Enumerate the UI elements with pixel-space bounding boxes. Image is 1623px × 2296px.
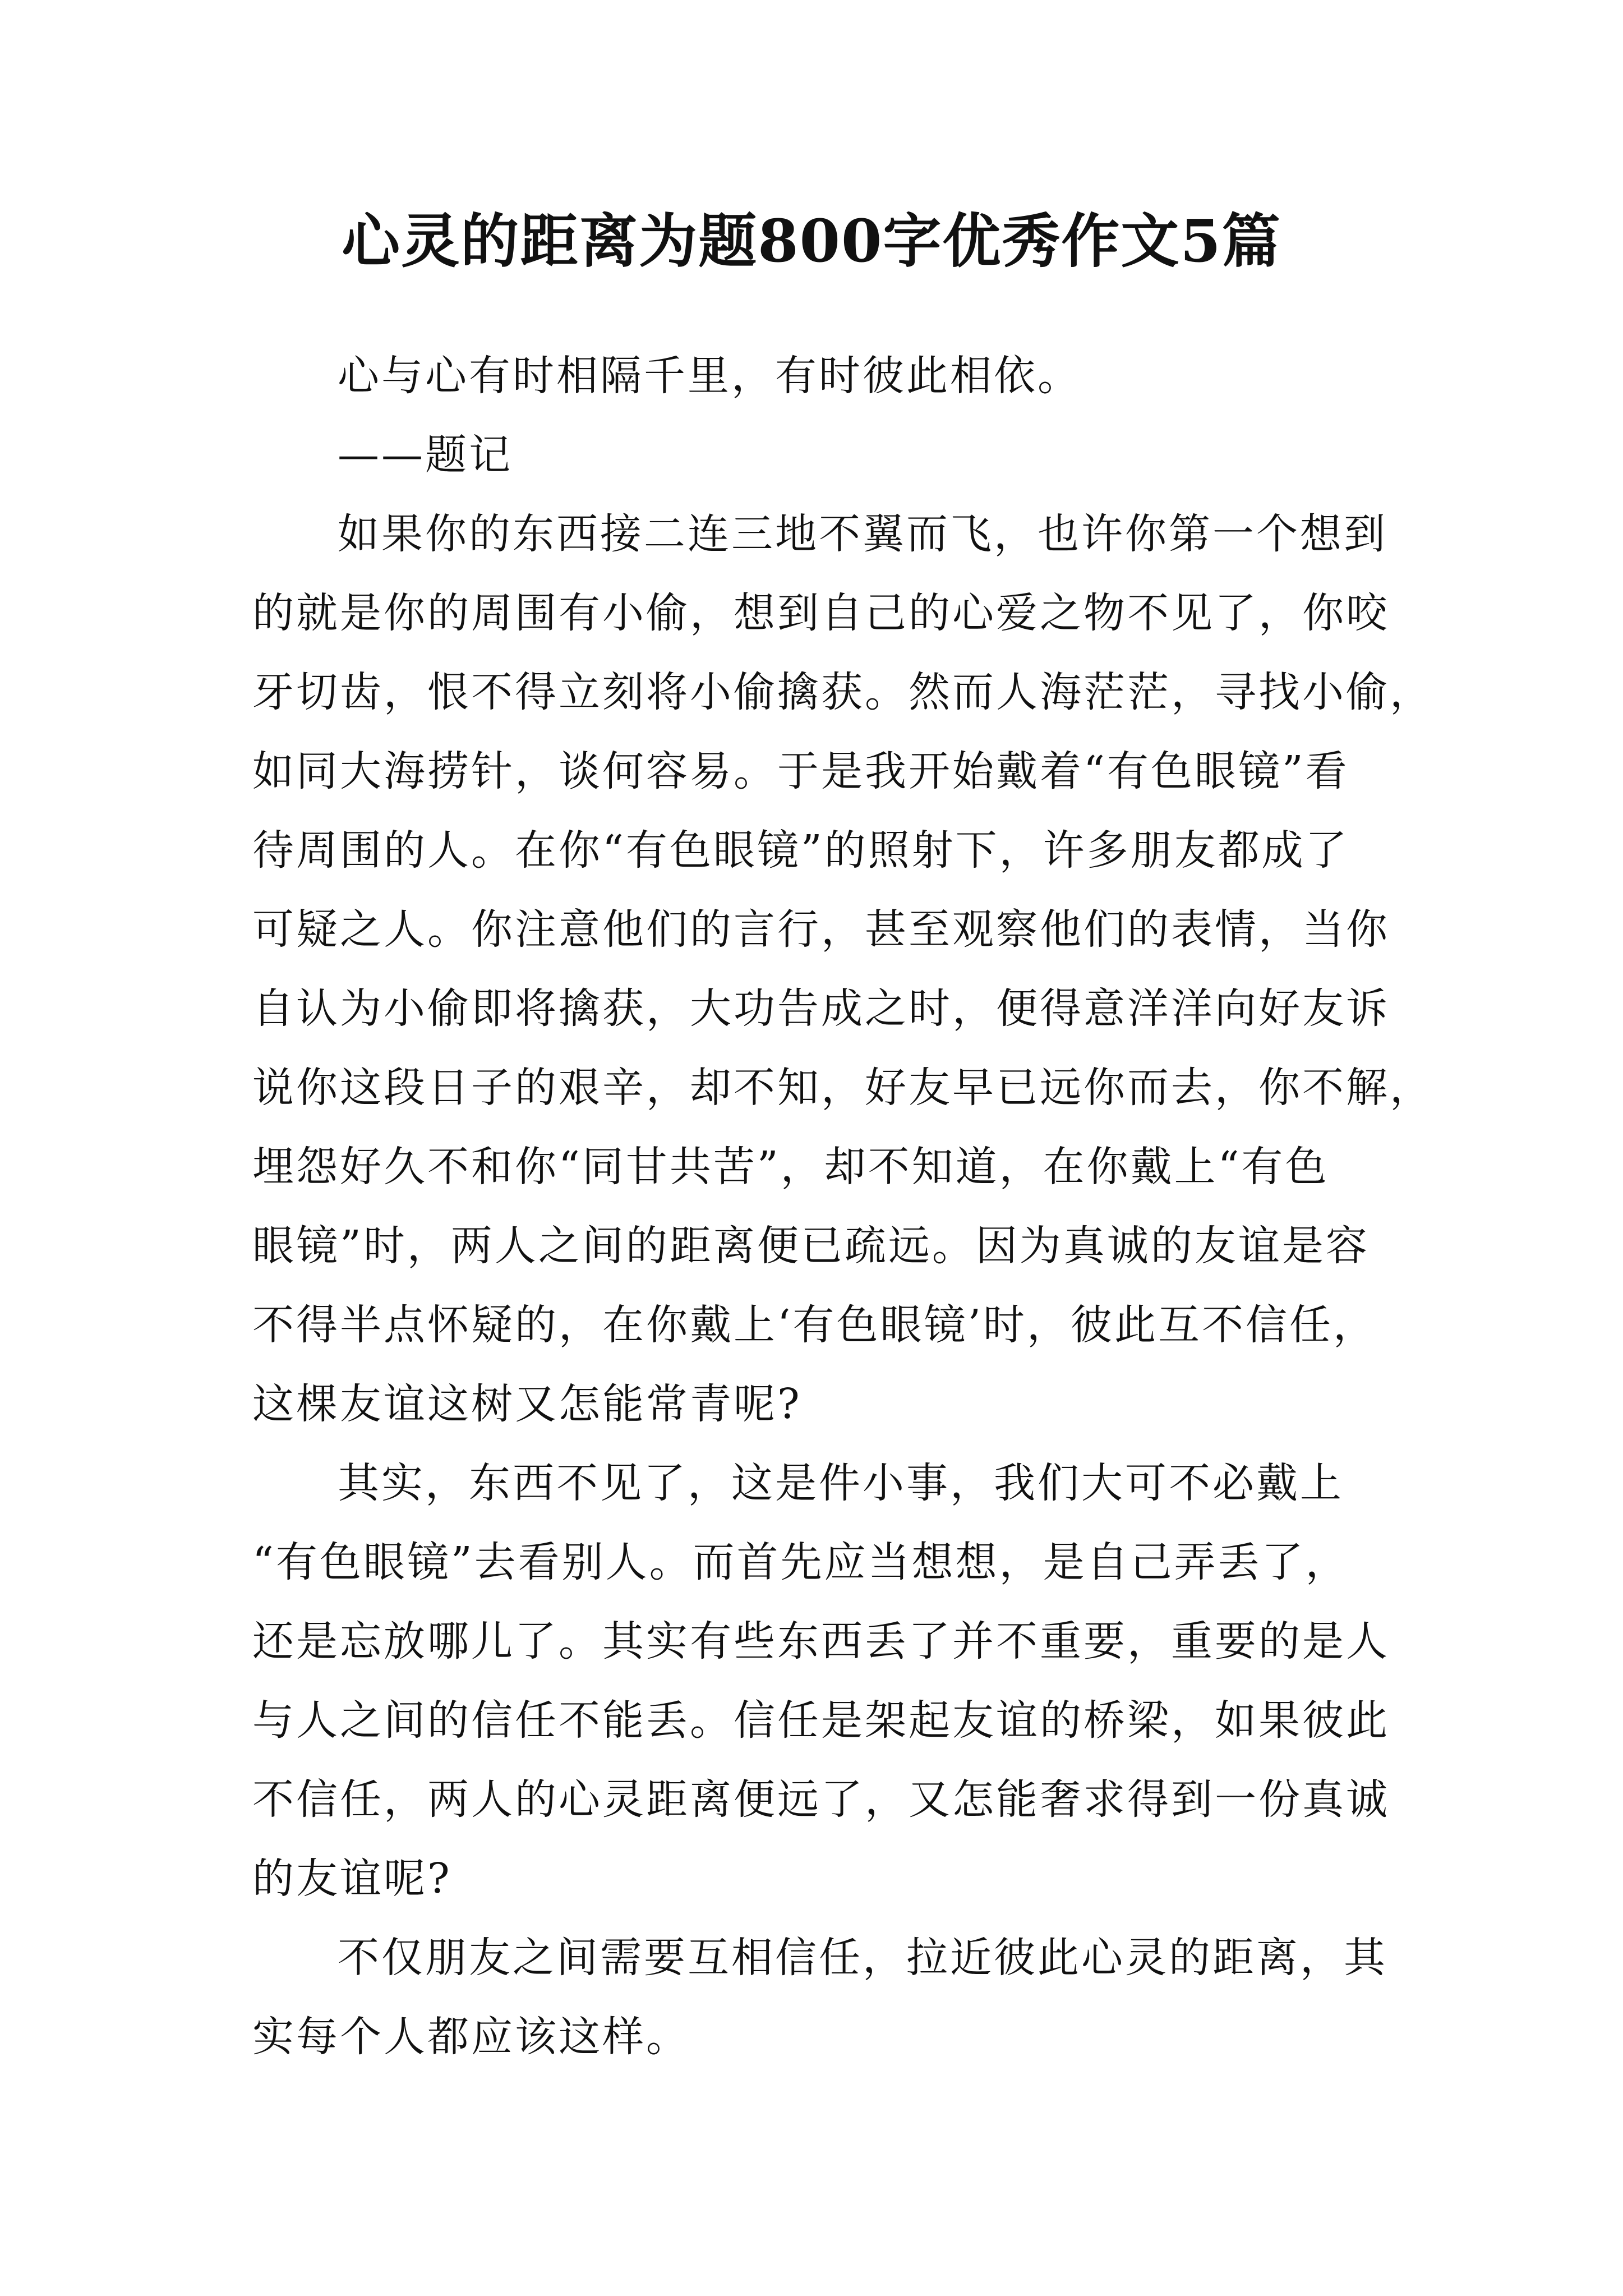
text-line: 心与心有时相隔千里，有时彼此相依。: [338, 352, 1081, 400]
text-line: 其实，东西不见了，这是件小事，我们大可不必戴上: [338, 1459, 1344, 1507]
text-line: 与人之间的信任不能丢。信任是架起友谊的桥梁，如果彼此: [252, 1696, 1390, 1745]
text-line: “有色眼镜”去看别人。而首先应当想想，是自己弄丢了，: [252, 1538, 1349, 1586]
document-title: 心灵的距离为题800字优秀作文5篇: [342, 206, 1281, 275]
text-line: 自认为小偷即将擒获，大功告成之时，便得意洋洋向好友诉: [252, 984, 1390, 1033]
text-line: 不信任，两人的心灵距离便远了，又怎能奢求得到一份真诚: [252, 1775, 1390, 1824]
text-line: 不仅朋友之间需要互相信任，拉近彼此心灵的距离，其: [338, 1934, 1387, 1982]
text-line: 可疑之人。你注意他们的言行，甚至观察他们的表情，当你: [252, 905, 1390, 954]
text-line: 不得半点怀疑的，在你戴上‘有色眼镜’时，彼此互不信任，: [252, 1301, 1377, 1349]
text-line: 的友谊呢?: [252, 1855, 452, 1903]
text-line: ——题记: [338, 431, 513, 479]
text-line: 实每个人都应该这样。: [252, 2013, 690, 2061]
text-line: 如果你的东西接二连三地不翼而飞，也许你第一个想到: [338, 510, 1387, 558]
text-line: 眼镜”时，两人之间的距离便已疏远。因为真诚的友谊是容: [252, 1222, 1370, 1270]
text-line: 待周围的人。在你“有色眼镜”的照射下，许多朋友都成了: [252, 826, 1349, 875]
text-line: 说你这段日子的艰辛，却不知，好友早已远你而去，你不解，: [252, 1064, 1433, 1112]
text-line: 如同大海捞针，谈何容易。于是我开始戴着“有色眼镜”看: [252, 747, 1349, 795]
text-line: 埋怨好久不和你“同甘共苦”，却不知道，在你戴上“有色: [252, 1143, 1329, 1191]
text-line: 的就是你的周围有小偷，想到自己的心爱之物不见了，你咬: [252, 589, 1390, 637]
text-line: 这棵友谊这树又怎能常青呢?: [252, 1380, 802, 1428]
text-line: 牙切齿，恨不得立刻将小偷擒获。然而人海茫茫，寻找小偷，: [252, 668, 1433, 716]
text-line: 还是忘放哪儿了。其实有些东西丢了并不重要，重要的是人: [252, 1617, 1390, 1665]
document-body: [252, 337, 1433, 2077]
